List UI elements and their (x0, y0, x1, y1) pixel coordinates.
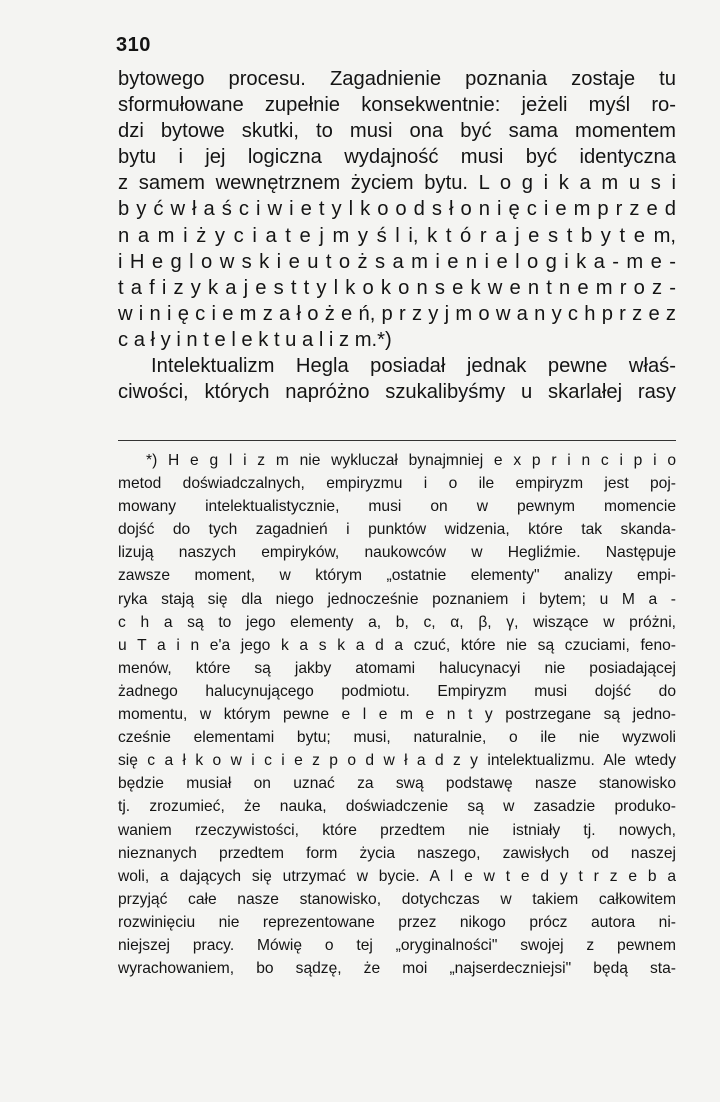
text-line: Intelektualizm Hegla posiadał jednak pewne właś- (151, 355, 676, 378)
footnote-line: lizują naszych empiryków, naukowców w Hegliźmie. Następuje (118, 544, 676, 562)
footnote-divider (118, 440, 676, 441)
footnote-line: momentu, w którym pewne e l e m e n t y postrzegane są jedno- (118, 706, 676, 724)
footnote-line: c h a są to jego elementy a, b, c, α, β, γ, wiszące w próżni, (118, 613, 676, 631)
text-line: t a f i z y k a j e s t t y l k o k o n s e k w e n t n e m r o z - (118, 276, 676, 299)
footnote-line: mowany intelektualistycznie, musi on w pewnym momencie (118, 498, 676, 516)
footnote-line: niejszej pracy. Mówię o tej „oryginalności" swojej z pewnem (118, 936, 676, 954)
footnote-line: woli, a dających się utrzymać w bycie. A l e w t e d y t r z e b a (118, 867, 676, 885)
main-text (118, 66, 676, 405)
text-line: bytowego procesu. Zagadnienie poznania zostaje tu (118, 68, 676, 90)
footnote-line: menów, które są jakby atomami halucynacyi nie posiadającej (118, 659, 676, 677)
footnote-line: *) H e g l i z m nie wykluczał bynajmniej e x p r i n c i p i o (146, 452, 676, 469)
text-line: w i n i ę c i e m z a ł o ż e ń, p r z y j m o w a n y c h p r z e z (118, 302, 676, 325)
footnote-line: tj. zrozumieć, że nauka, doświadczenie są w zasadzie produko- (118, 798, 676, 816)
footnote-line: u T a i n e'a jego k a s k a d a czuć, które nie są czuciami, feno- (118, 636, 676, 654)
text-line: sformułowane zupełnie konsekwentnie: jeżeli myśl ro- (118, 94, 676, 117)
footnote-line: się c a ł k o w i c i e z p o d w ł a d z y intelektualizmu. Ale wtedy (118, 752, 676, 770)
text-line: c a ł y i n t e l e k t u a l i z m.*) (118, 328, 392, 351)
text-line: b y ć w ł a ś c i w i e t y l k o o d s ł o n i ę c i e m p r z e d (118, 198, 676, 221)
footnote-line: wyrachowaniem, bo sądzę, że moi „najserdeczniejsi" będą sta- (118, 960, 676, 978)
text-line: i H e g l o w s k i e u t o ż s a m i e n i e l o g i k a - m e - (118, 250, 676, 273)
text-line: n a m i ż y c i a t e j m y ś l i, k t ó r a j e s t b y t e m, (118, 224, 676, 247)
text-line: bytu i jej logiczna wydajność musi być identyczna (118, 146, 676, 169)
footnote-line: będzie musiał on uznać za swą podstawę nasze stanowisko (118, 775, 676, 793)
text-line: z samem wewnętrznem życiem bytu. L o g i k a m u s i (118, 172, 676, 195)
footnote-line: metod doświadczalnych, empiryzmu i o ile empiryzm jest poj- (118, 475, 676, 493)
footnote-line: rozwinięciu nie reprezentowane przez nikogo prócz autora ni- (118, 913, 676, 931)
footnote (118, 449, 676, 980)
footnote-line: dojść do tych zagadnień i punktów widzenia, które tak skanda- (118, 521, 676, 539)
page-number: 310 (116, 34, 151, 56)
footnote-line: waniem rzeczywistości, które przedtem nie istniały tj. nowych, (118, 821, 676, 839)
footnote-line: żadnego halucynującego podmiotu. Empiryzm musi dojść do (118, 682, 676, 700)
text-line: ciwości, których napróżno szukalibyśmy u skarlałej rasy (118, 381, 676, 404)
footnote-line: cześnie elementami bytu; musi, naturalnie, o ile nie wyzwoli (118, 729, 676, 747)
footnote-line: zawsze moment, w którym „ostatnie elementy" analizy empi- (118, 567, 676, 585)
footnote-line: nieznanych przedtem form życia naszego, zawisłych od naszej (118, 844, 676, 862)
footnote-line: przyjąć całe nasze stanowisko, dotychczas w takiem całkowitem (118, 890, 676, 908)
footnote-line: ryka stają się dla niego jednocześnie poznaniem i bytem; u M a - (118, 590, 676, 608)
text-line: dzi bytowe skutki, to musi ona być sama momentem (118, 120, 676, 143)
